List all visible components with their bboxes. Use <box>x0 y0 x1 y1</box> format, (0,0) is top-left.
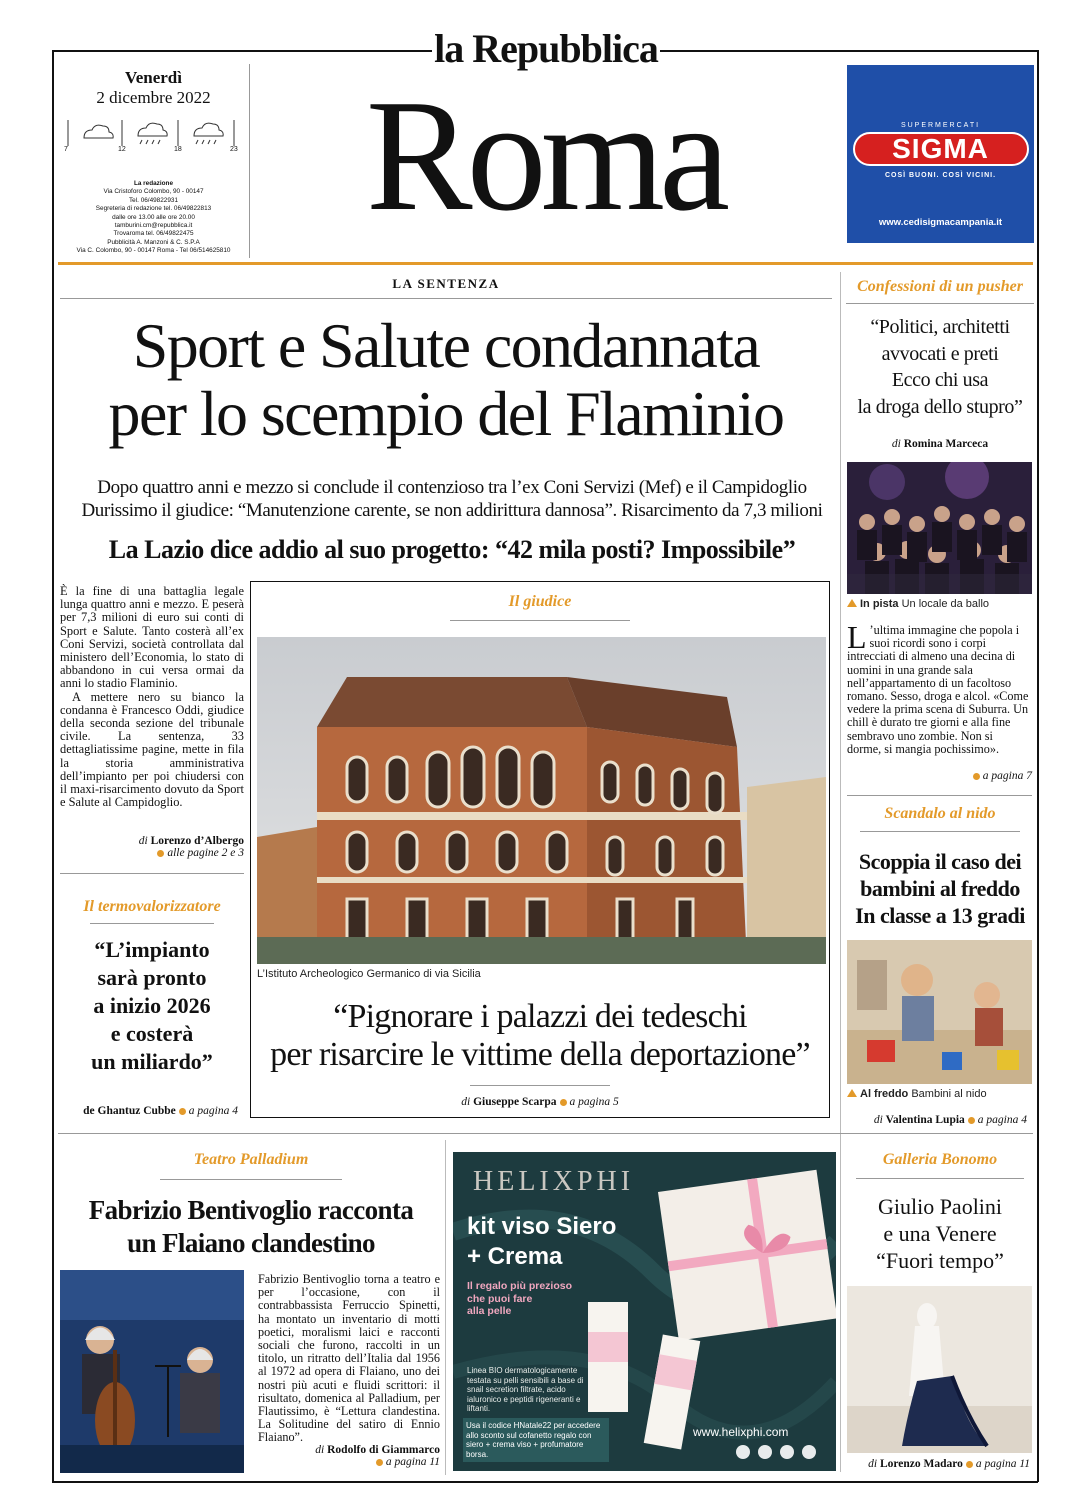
termo-quote-line: a inizio 2026 <box>93 993 211 1018</box>
pusher-caption <box>847 598 1035 610</box>
sculpture-image <box>847 1286 1032 1453</box>
sigma-logo <box>853 132 1029 166</box>
pusher-quote <box>846 314 1034 420</box>
sigma-url: www.cedisigmacampania.it <box>878 217 1003 228</box>
orange-rule <box>58 262 1033 265</box>
right-column-divider <box>840 272 841 1472</box>
date: 2 dicembre 2022 <box>96 88 211 107</box>
day: Venerdì <box>125 68 182 87</box>
nido-headline-line: Scoppia il caso dei <box>858 849 1022 874</box>
lead-summary-line-2: Durissimo il giudice: “Manutenzione carente, se non addirittura dannosa”. Risarcimento da 7,3 milioni <box>81 500 823 521</box>
nido-kicker-rule <box>860 831 1020 832</box>
lead-body-rule <box>60 873 244 874</box>
redazione-info <box>58 180 249 256</box>
helix-title <box>467 1212 616 1272</box>
pusher-quote-line: Ecco chi usa <box>891 369 989 391</box>
redazione-line: Via Cristoforo Colombo, 90 - 00147 <box>103 188 204 196</box>
edition-title: Roma <box>365 66 725 244</box>
sigma-brand: SIGMA <box>892 133 989 164</box>
lead-author: Lorenzo d’Albergo <box>150 835 244 847</box>
newspaper-name: la Repubblica <box>434 26 658 71</box>
nido-kicker: Scandalo al nido <box>884 805 996 822</box>
nido-headline-line: bambini al freddo <box>860 876 1020 901</box>
redazione-line: tamburini.cm@repubblica.it <box>114 222 193 230</box>
bonomo-author: Lorenzo Madaro <box>879 1458 963 1470</box>
pusher-byline <box>846 438 1034 450</box>
redazione-line: Segreteria di redazione tel. 06/49822813 <box>95 205 212 213</box>
byline-di: di <box>461 1096 471 1108</box>
temp-2: 12 <box>118 146 126 153</box>
helix-tagline <box>467 1280 572 1318</box>
termo-quote-line: un miliardo” <box>91 1049 213 1074</box>
dance-image <box>847 462 1032 594</box>
lead-kicker-rule <box>60 298 832 299</box>
weather-strip <box>58 116 249 160</box>
nido-caption <box>847 1088 1035 1100</box>
ad-helixphi[interactable] <box>453 1152 836 1471</box>
nido-caption-text: Bambini al nido <box>911 1088 987 1100</box>
weather-icons <box>58 116 250 160</box>
helix-tag-line: Il regalo più prezioso <box>467 1280 573 1292</box>
drop-cap: L <box>847 619 867 655</box>
bonomo-kicker: Galleria Bonomo <box>882 1151 998 1168</box>
page-border-right <box>1037 50 1039 1482</box>
bonomo-byline <box>847 1458 1030 1470</box>
palladium-headline <box>60 1194 442 1260</box>
pusher-page-ref[interactable]: a pagina 7 <box>982 770 1032 782</box>
nido-page-ref[interactable]: a pagina 4 <box>977 1114 1027 1126</box>
bonomo-headline-line: “Fuori tempo” <box>876 1248 1004 1273</box>
termo-quote <box>60 936 244 1076</box>
termo-author: de Ghantuz Cubbe <box>83 1105 176 1117</box>
caption-arrow-icon <box>847 599 857 607</box>
lead-page-ref[interactable]: alle pagine 2 e 3 <box>167 847 244 859</box>
pusher-quote-line: avvocati e preti <box>881 342 999 365</box>
lead-kicker: LA SENTENZA <box>392 276 500 291</box>
nido-caption-bold: Al freddo <box>860 1088 909 1100</box>
lead-headline-line-2: per lo scempio del Flaminio <box>108 378 784 449</box>
palladium-headline-line-1: Fabrizio Bentivoglio racconta <box>88 1195 414 1225</box>
ad-sigma[interactable] <box>847 65 1034 243</box>
palladium-page-ref[interactable]: a pagina 11 <box>385 1456 440 1468</box>
byline-di: di <box>138 835 148 847</box>
termo-byline <box>60 1105 238 1117</box>
temp-3: 18 <box>174 146 182 153</box>
helix-title-line-1: kit viso Siero <box>467 1213 617 1240</box>
pusher-caption-bold: In pista <box>860 598 899 610</box>
giudice-byline <box>250 1096 830 1108</box>
giudice-headline-line-1: “Pignorare i palazzi dei tedeschi <box>333 998 747 1035</box>
lead-headline-line-1: Sport e Salute condannata <box>132 310 760 381</box>
bullet-icon <box>973 773 980 780</box>
concert-image <box>60 1270 244 1473</box>
bonomo-headline-line: e una Venere <box>883 1221 997 1246</box>
bullet-icon <box>157 850 164 857</box>
palladium-headline-line-2: un Flaiano clandestino <box>127 1228 375 1258</box>
photo-istituto-germanico <box>257 637 826 964</box>
lead-summary <box>60 476 844 522</box>
masthead-rule-right <box>660 50 1038 52</box>
pusher-kicker: Confessioni di un pusher <box>857 278 1023 295</box>
giudice-headline <box>250 998 830 1074</box>
bonomo-headline-line: Giulio Paolini <box>877 1194 1003 1219</box>
pusher-caption-text: Un locale da ballo <box>901 598 990 610</box>
giudice-kicker: Il giudice <box>508 593 572 610</box>
giudice-author: Giuseppe Scarpa <box>473 1096 557 1108</box>
nursery-image <box>847 940 1032 1084</box>
helix-promo: Usa il codice HNatale22 per accedere allo sconto sul cofanetto regalo con siero + crema viso + profumatore borsa. <box>463 1418 609 1462</box>
nido-author: Valentina Lupia <box>885 1114 965 1126</box>
giudice-rule <box>470 1085 610 1086</box>
temp-4: 23 <box>230 146 238 153</box>
termo-kicker: Il termovalorizzatore <box>83 898 221 915</box>
photo-bentivoglio <box>60 1270 244 1473</box>
palladium-author: Rodolfo di Giammarco <box>327 1444 440 1456</box>
pusher-quote-line: “Politici, architetti <box>870 316 1010 338</box>
lead-body <box>60 585 244 809</box>
redazione-line: Via C. Colombo, 90 - 00147 Roma - Tel 06/514625810 <box>76 247 231 255</box>
giudice-headline-line-2: per risarcire le vittime della deportazione” <box>270 1036 810 1073</box>
bullet-icon <box>376 1459 383 1466</box>
bonomo-kicker-rule <box>856 1178 1024 1179</box>
palladium-body: Fabrizio Bentivoglio torna a teatro e per l’occasione, con il contrabbassista Ferruccio Spinetti, ha montato un inventario di motti poetici, moralismi laici e racconti sociali che furono, raccolti in un titolo, un ritratto dell’Italia dal 1956 al 1972 ad opera di Flaiano, uno dei nostri più acuti e fluidi scrittori: il risultato, domenica al Palladium, per Flautissimo, è “Lettura clandestina. La Solitudine del satiro di Ennio Flaiano”. <box>258 1272 440 1445</box>
termo-quote-line: “L’impianto <box>94 937 210 962</box>
sigma-slogan: COSÌ BUONI. COSÌ VICINI. <box>884 172 997 179</box>
pusher-body-text: ’ultima immagine che popola i suoi ricordi sono i corpi intrecciati di almeno una decina di uomini in una grande sala nell’appartamento di un facoltoso romano. Sesso, droga e alcol. «Come vedere la prima scena di Suburra. Un chill è durato tre giorni e alla fine sembravo uno zombie. Non si dorme, si mangia pochissimo». <box>847 623 1029 756</box>
palladium-kicker-rule <box>160 1179 342 1180</box>
lead-body-p2: A mettere nero su bianco la condanna è Francesco Oddi, giudice della seconda sezione del tribunale civile. La sentenza, 33 dettagliatissime pagine, mette in fila la storia amministrativa dell’impianto per poi chiudersi con il maxi-risarcimento dovuto da Sport e Salute al Campidoglio. <box>60 689 244 810</box>
pusher-body <box>847 619 1030 756</box>
palladium-byline <box>258 1444 440 1468</box>
pusher-quote-line: la droga dello stupro” <box>857 395 1023 418</box>
byline-di: di <box>868 1458 878 1470</box>
lead-summary-line-1: Dopo quattro anni e mezzo si conclude il contenzioso tra l’ex Coni Servizi (Mef) e il Campidoglio <box>97 477 807 498</box>
redazione-line: dalle ore 13.00 alle ore 20.00 <box>112 213 195 221</box>
helix-url[interactable]: www.helixphi.com <box>693 1425 789 1439</box>
redazione-line: Tel. 06/49822931 <box>128 196 179 204</box>
bottom-row-rule <box>58 1133 1033 1134</box>
lead-headline <box>60 312 832 448</box>
photo-locale-ballo <box>847 462 1032 594</box>
bullet-icon <box>179 1108 186 1115</box>
termo-kicker-rule <box>90 923 214 924</box>
helix-title-line-2: + Crema <box>467 1243 563 1270</box>
giudice-photo-caption: L’Istituto Archeologico Germanico di via Sicilia <box>257 968 481 980</box>
sigma-top: SUPERMERCATI <box>900 122 981 129</box>
helix-tag-line: alla pelle <box>467 1305 512 1317</box>
temp-1: 7 <box>64 146 68 153</box>
lead-byline <box>60 835 244 859</box>
page-border-bottom <box>52 1481 1038 1483</box>
redazione-line: Trovaroma tel. 06/49822475 <box>113 230 194 238</box>
termo-quote-line: sarà pronto <box>97 965 207 990</box>
giudice-kicker-rule <box>450 620 630 621</box>
termo-quote-line: e costerà <box>110 1021 194 1046</box>
pusher-page <box>847 770 1032 782</box>
bonomo-page-ref[interactable]: a pagina 11 <box>975 1458 1030 1470</box>
pusher-end-rule <box>847 795 1032 796</box>
lead-subhead: La Lazio dice addio al suo progetto: “42 mila posti? Impossibile” <box>108 535 796 564</box>
bullet-icon <box>560 1099 567 1106</box>
helix-tag-line: che puoi fare <box>467 1292 533 1305</box>
building-image <box>257 637 826 964</box>
bullet-icon <box>966 1461 973 1468</box>
termo-page-ref[interactable]: a pagina 4 <box>188 1105 238 1117</box>
photo-venere <box>847 1286 1032 1453</box>
date-box <box>58 64 250 258</box>
redazione-title: La redazione <box>133 180 174 187</box>
caption-arrow-icon <box>847 1089 857 1097</box>
bullet-icon <box>968 1117 975 1124</box>
lead-body-p1: È la fine di una battaglia legale lunga quattro anni e mezzo. E peserà per 7,3 milioni di euro sui conti di Sport e Salute. Tanto costerà all’ex Coni Servizi, società controllata dal ministero dell’Economia, lo stato di abbandono in cui versa ormai da anni lo stadio Flaminio. <box>60 584 244 691</box>
photo-bambini-nido <box>847 940 1032 1084</box>
byline-di: di <box>891 438 901 450</box>
page-border-left <box>52 50 54 1482</box>
pusher-kicker-rule <box>846 303 1034 304</box>
byline-di: di <box>315 1444 325 1456</box>
pusher-author: Romina Marceca <box>903 438 989 450</box>
palladium-kicker: Teatro Palladium <box>193 1151 309 1168</box>
helix-brand: HELIXPHI <box>473 1166 635 1197</box>
helix-desc: Linea BIO dermatologicamente testata su pelli sensibili a base di snail secretion filtrate, acido ialuronico e peptidi rigeneranti e liftanti. <box>467 1366 584 1414</box>
bottom-divider-1 <box>445 1140 446 1475</box>
nido-headline <box>846 848 1034 929</box>
masthead-rule-left <box>52 50 432 52</box>
nido-byline <box>847 1114 1027 1126</box>
redazione-line: Pubblicità A. Manzoni & C. S.P.A <box>107 238 200 246</box>
giudice-page-ref[interactable]: a pagina 5 <box>569 1096 619 1108</box>
bonomo-headline <box>846 1193 1034 1274</box>
byline-di: di <box>873 1114 883 1126</box>
nido-headline-line: In classe a 13 gradi <box>855 903 1025 928</box>
